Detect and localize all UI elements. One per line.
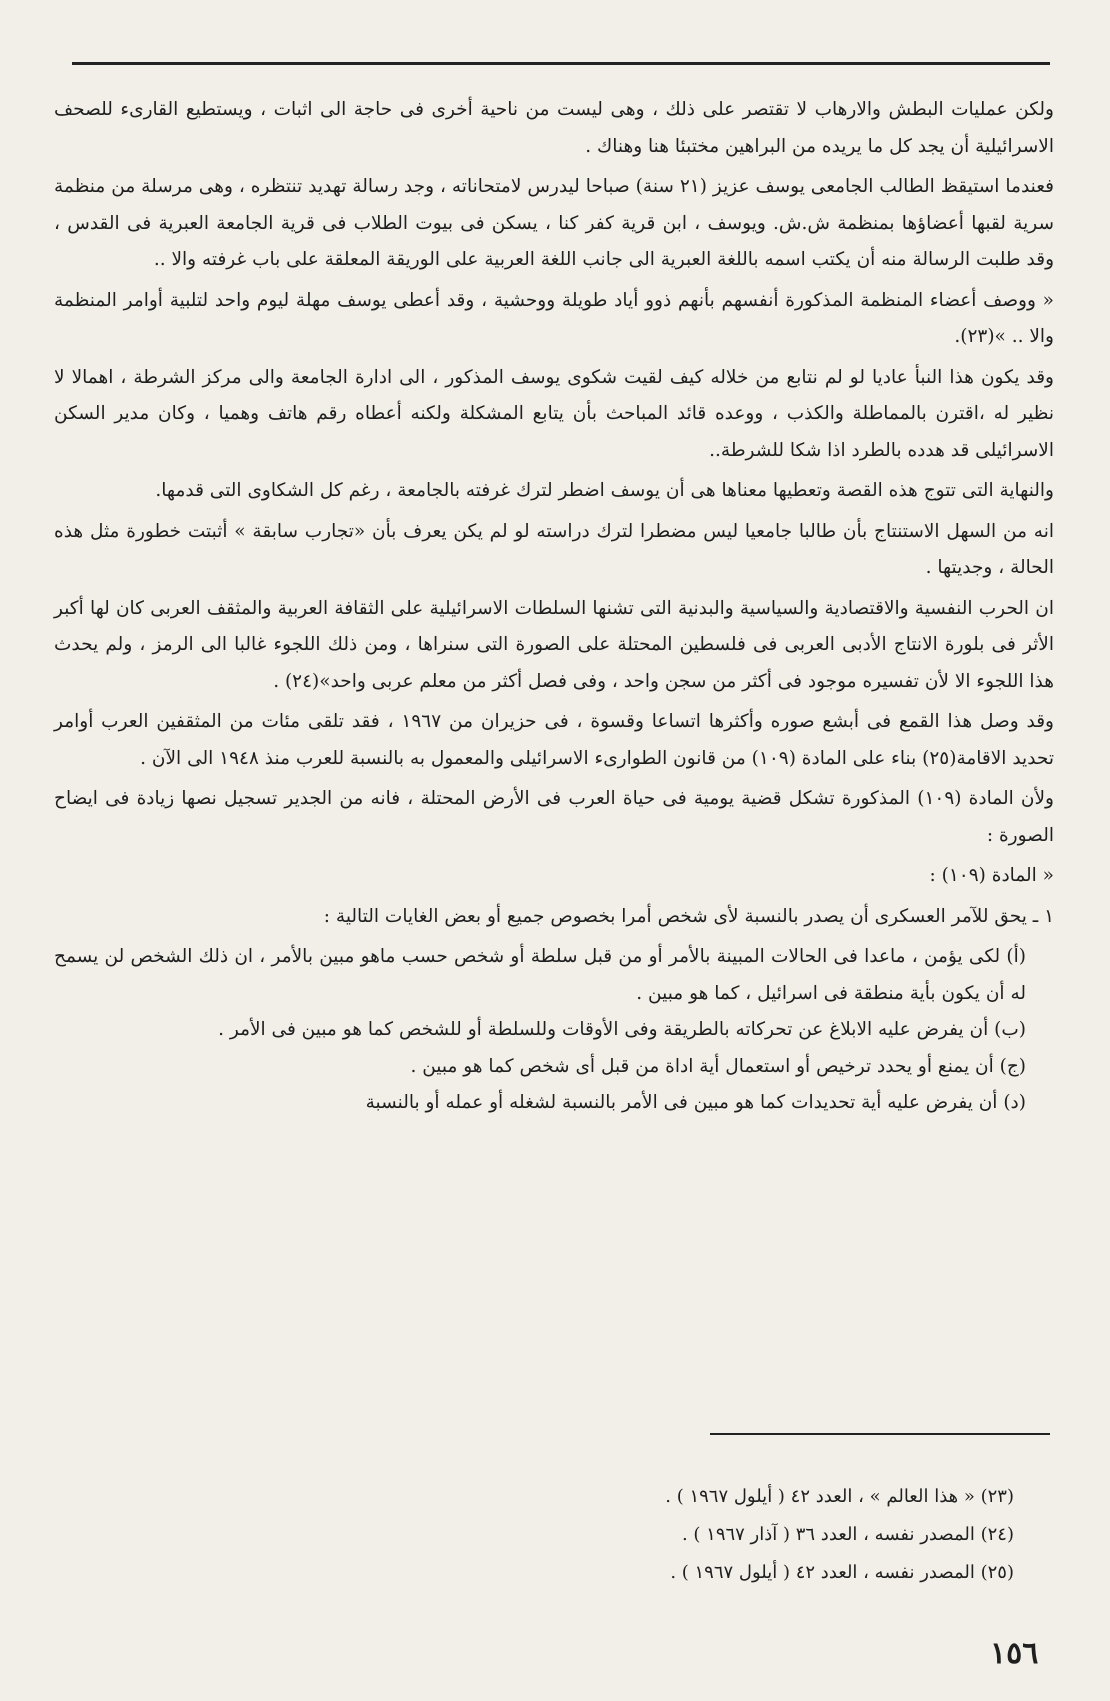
page-number: ١٥٦	[990, 1636, 1039, 1671]
paragraph: « المادة (١٠٩) :	[929, 865, 1054, 886]
list-item: (ج) أن يمنع أو يحدد ترخيص أو استعمال أية اداة من قبل أى شخص كما هو مبين .	[410, 1055, 1026, 1077]
paragraph: ١ ـ يحق للآمر العسكرى أن يصدر بالنسبة لأى شخص أمرا بخصوص جميع أو بعض الغايات التالية :	[323, 905, 1054, 927]
list-item: (ب) أن يفرض عليه الابلاغ عن تحركاته بالطريقة وفى الأوقات وللسلطة أو للشخص كما هو مبين فى الأمر .	[218, 1019, 1026, 1040]
paragraph: وقد يكون هذا النبأ عاديا لو لم نتابع من خلاله كيف لقيت شكوى يوسف المذكور ، الى ادارة الجامعة والى مركز الشرطة ، اهمالا لا نظير له ،اقترن بالمماطلة والكذب ، ووعده قائد المباحث بأن يتابع المشكلة ولكنه أعطاه رقم هاتف وهميا ، وكان مدير السكن الاسرائيلى قد هدده بالطرد اذا شكا للشرطة..	[54, 366, 1054, 461]
list-item: (أ) لكى يؤمن ، ماعدا فى الحالات المبينة بالأمر أو من قبل سلطة أو شخص حسب ماهو مبين بالأمر ، ان ذلك الشخص لن يسمح له أن يكون بأية منطقة فى اسرائيل ، كما هو مبين .	[54, 946, 1026, 1004]
paragraph: انه من السهل الاستنتاج بأن طالبا جامعيا ليس مضطرا لترك دراسته لو لم يكن يعرف بأن «تجارب سابقة » أثبتت خطورة مثل هذه الحالة ، وجديتها .	[54, 520, 1054, 578]
footnote: (٢٥) المصدر نفسه ، العدد ٤٢ ( أيلول ١٩٦٧ ) .	[670, 1562, 1014, 1583]
list-item: (د) أن يفرض عليه أية تحديدات كما هو مبين فى الأمر بالنسبة لشغله أو عمله أو بالنسبة	[365, 1092, 1026, 1113]
footnote-rule	[710, 1433, 1050, 1435]
paragraph: « ووصف أعضاء المنظمة المذكورة أنفسهم بأنهم ذوو أياد طويلة ووحشية ، وقد أعطى يوسف مهلة ليوم واحد لتلبية أوامر المنظمة والا .. »(٢٣).	[54, 289, 1054, 347]
footnotes	[54, 1478, 1054, 1592]
paragraph: ولأن المادة (١٠٩) المذكورة تشكل قضية يومية فى حياة العرب فى الأرض المحتلة ، فانه من الجدير تسجيل نصها زيادة فى ايضاح الصورة :	[54, 788, 1054, 846]
paragraph: ولكن عمليات البطش والارهاب لا تقتصر على ذلك ، وهى ليست من ناحية أخرى فى حاجة الى اثبات ، ويستطيع القارىء للصحف الاسرائيلية أن يجد كل ما يريده من البراهين مختبئا هنا وهناك .	[54, 99, 1054, 157]
body-text	[54, 92, 1054, 1122]
paragraph: ان الحرب النفسية والاقتصادية والسياسية والبدنية التى تشنها السلطات الاسرائيلية على الثقافة العربية والمثقف العربى كان لها أكبر الأثر فى بلورة الانتاج الأدبى العربى فى فلسطين المحتلة على الصورة التى سنراها ، ومن ذلك اللجوء غالبا الى الرمز ، ولم يحدث هذا اللجوء الا لأن تفسيره موجود فى أكثر من سجن واحد ، وفى فصل أكثر من معلم عربى واحد»(٢٤) .	[54, 597, 1054, 692]
top-rule	[72, 62, 1050, 65]
paragraph: وقد وصل هذا القمع فى أبشع صوره وأكثرها اتساعا وقسوة ، فى حزيران من ١٩٦٧ ، فقد تلقى مئات من المثقفين العرب أوامر تحديد الاقامة(٢٥) بناء على المادة (١٠٩) من قانون الطوارىء الاسرائيلى والمعمول به بالنسبة للعرب منذ ١٩٤٨ الى الآن .	[54, 711, 1054, 769]
footnote: (٢٤) المصدر نفسه ، العدد ٣٦ ( آذار ١٩٦٧ ) .	[681, 1524, 1014, 1545]
paragraph: والنهاية التى تتوج هذه القصة وتعطيها معناها هى أن يوسف اضطر لترك غرفته بالجامعة ، رغم كل الشكاوى التى قدمها.	[155, 480, 1054, 501]
footnote: (٢٣) « هذا العالم » ، العدد ٤٢ ( أيلول ١٩٦٧ ) .	[665, 1486, 1014, 1507]
paragraph: فعندما استيقظ الطالب الجامعى يوسف عزيز (٢١ سنة) صباحا ليدرس لامتحاناته ، وجد رسالة تهديد تنتظره ، وهى مرسلة من منظمة سرية لقبها أعضاؤها بمنظمة ش.ش. ويوسف ، ابن قرية كفر كنا ، يسكن فى بيوت الطلاب فى قرية الجامعة العبرية فى القدس ، وقد طلبت الرسالة منه أن يكتب اسمه باللغة العبرية الى جانب اللغة العربية على الوريقة المعلقة على باب غرفته والا ..	[54, 176, 1054, 270]
